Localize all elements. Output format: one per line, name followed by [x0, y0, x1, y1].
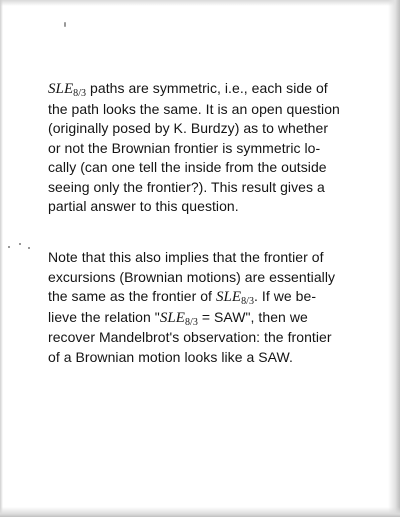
text-line: Note that this also implies that the frontier of: [48, 249, 324, 265]
scan-speck: [64, 22, 66, 27]
math-sle: $SLE_{8/3}$: [48, 81, 87, 99]
text-line: excursions (Brownian motions) are essentially: [48, 268, 336, 285]
text-line: lieve the relation "$SLE_{8/3}$ = SAW", then we: [48, 308, 308, 328]
paragraph-sle-symmetry: [48, 79, 368, 217]
text-line: recover Mandelbrot's observation: the frontier: [48, 329, 332, 345]
text-line: the path looks the same. It is an open question: [48, 100, 340, 117]
scan-speck: [28, 247, 30, 249]
math-sle: $SLE_{8/3}$: [159, 309, 198, 328]
text-line: of a Brownian motion looks like a SAW.: [48, 348, 293, 365]
scan-speck: [8, 246, 10, 248]
math-sle: $SLE_{8/3}$: [215, 289, 255, 307]
text-line: the same as the frontier of $SLE_{8/3}$. If we be-: [48, 288, 317, 307]
paragraph-brownian-frontier: [48, 248, 368, 367]
text-line: seeing only the frontier?). This result gives a: [48, 178, 325, 195]
scan-shadow-bottom: [0, 507, 400, 517]
scan-shadow-top: [0, 0, 400, 6]
text-line: or not the Brownian frontier is symmetric lo-: [48, 139, 321, 156]
text-line: partial answer to this question.: [48, 198, 239, 214]
scan-speck: [19, 243, 21, 245]
text-line: $SLE_{8/3}$ paths are symmetric, i.e., each side of: [48, 80, 328, 99]
text-line: (originally posed by K. Burdzy) as to whether: [48, 120, 329, 136]
scan-shadow-right: [388, 0, 400, 517]
scan-shadow-left: [0, 0, 3, 517]
text-line: cally (can one tell the inside from the outside: [48, 159, 327, 175]
